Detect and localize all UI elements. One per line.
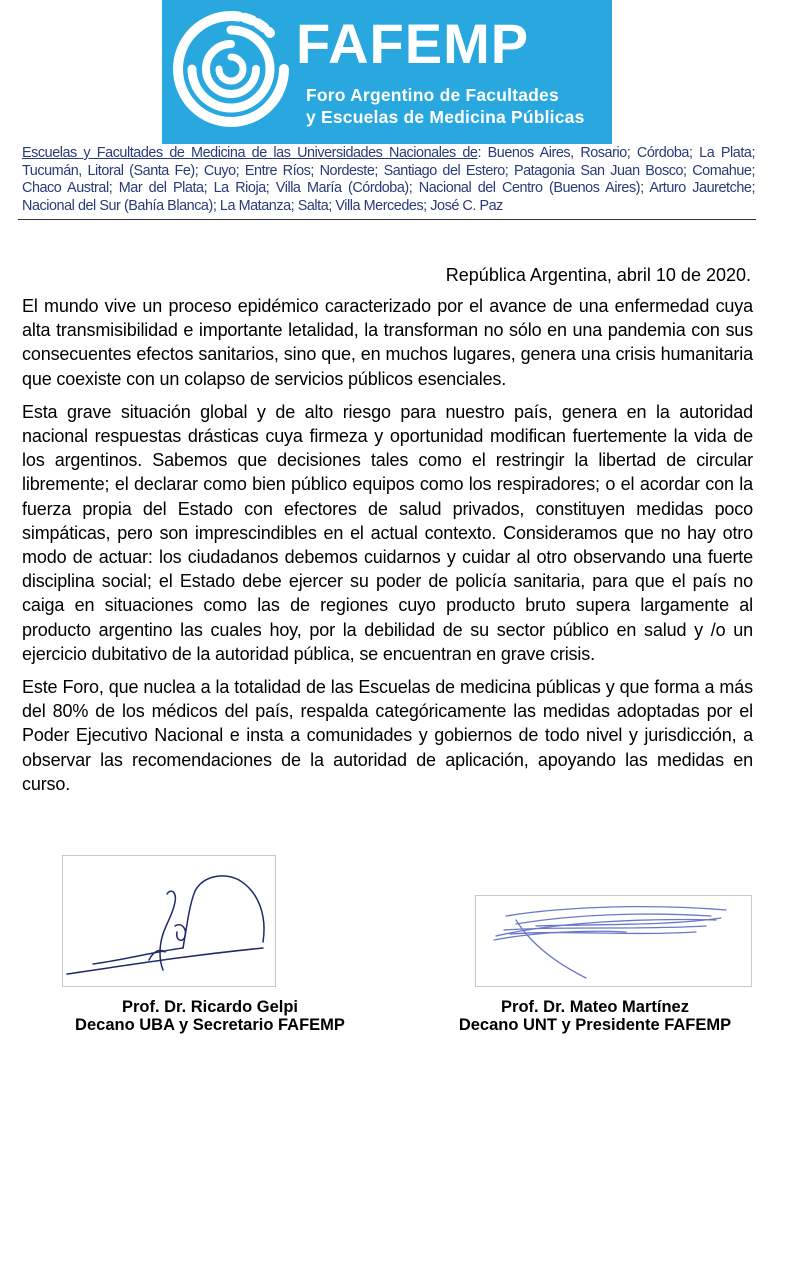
signature-martinez <box>475 895 752 987</box>
brand-subtitle-line-2: y Escuelas de Medicina Públicas <box>306 107 585 127</box>
paragraph: El mundo vive un proceso epidémico caracterizado por el avance de una enfermedad cuya alta transmisibilidad e importante letalidad, la transforman no sólo en una pandemia con sus consecuentes efectos sanitarios, sino que, en muchos lugares, genera una crisis humanitaria que coexiste con un colapso de servicios públicos esenciales. <box>22 296 753 389</box>
signatory-role: Decano UNT y Presidente FAFEMP <box>458 1016 732 1034</box>
paragraph: Este Foro, que nuclea a la totalidad de las Escuelas de medicina públicas y que forma a más del 80% de los médicos del país, respalda categóricamente las medidas adoptadas por el Poder Ejecutivo Nacional e insta a comunidades y gobiernos de todo nivel y jurisdicción, a observar las recomendaciones de la autoridad de aplicación, apoyando las medidas en curso. <box>22 677 753 794</box>
member-schools-list: : Buenos Aires, Rosario; Córdoba; La Plata; Tucumán, Litoral (Santa Fe); Cuyo; Entre Ríos; Nordeste; Santiago del Estero; Patagonia San Juan Bosco; Comahue; Chaco Austral; Mar del Plata; La Rioja; Villa María (Córdoba); Nacional del Centro (Buenos Aires); Arturo Jauretche; Nacional del Sur (Bahía Blanca); La Matanza; Salta; Villa Mercedes; José C. Paz <box>22 145 755 214</box>
signatory-name: Prof. Dr. Mateo Martínez <box>501 998 689 1016</box>
header-banner <box>162 0 612 144</box>
brand-name: FAFEMP <box>296 12 530 75</box>
paragraph: Esta grave situación global y de alto riesgo para nuestro país, genera en la autoridad nacional respuestas drásticas cuya firmeza y oportunidad modifican fuertemente la vida de los argentinos. Sabemos que decisiones tales como el restringir la libertad de circular libremente; el declarar como bien público equipos como los respiradores; o el acordar con la fuerza propia del Estado con efectores de salud privados, constituyen medidas poco simpáticas, pero son imprescindibles en el actual contexto. Consideramos que no hay otro modo de actuar: los ciudadanos debemos cuidarnos y cuidar al otro observando una fuerte disciplina social; el Estado debe ejercer su poder de policía sanitaria, para que el país no caiga en situaciones como las de regiones cuyo producto bruto supera largamente al producto argentino las cuales hoy, por la debilidad de su sector público en salud y /o un ejercicio dubitativo de la autoridad pública, se encuentran en grave crisis. <box>22 401 753 664</box>
member-schools-lead: Escuelas y Facultades de Medicina de las Universidades Nacionales de <box>22 145 478 161</box>
handwritten-signature-icon <box>63 856 275 986</box>
fafemp-logo-icon <box>170 8 292 130</box>
letter-body <box>22 294 753 805</box>
header-divider <box>18 219 756 220</box>
signature-gelpi <box>62 855 276 987</box>
letter-date: República Argentina, abril 10 de 2020. <box>445 265 751 285</box>
brand-subtitle <box>306 84 585 128</box>
handwritten-signature-icon <box>476 896 751 986</box>
signatory-gelpi <box>40 998 380 1034</box>
signatory-role: Decano UBA y Secretario FAFEMP <box>75 1016 345 1034</box>
signatory-martinez <box>420 998 770 1034</box>
member-schools <box>22 145 755 215</box>
brand-subtitle-line-1: Foro Argentino de Facultades <box>306 85 559 105</box>
signatory-name: Prof. Dr. Ricardo Gelpi <box>121 998 299 1016</box>
